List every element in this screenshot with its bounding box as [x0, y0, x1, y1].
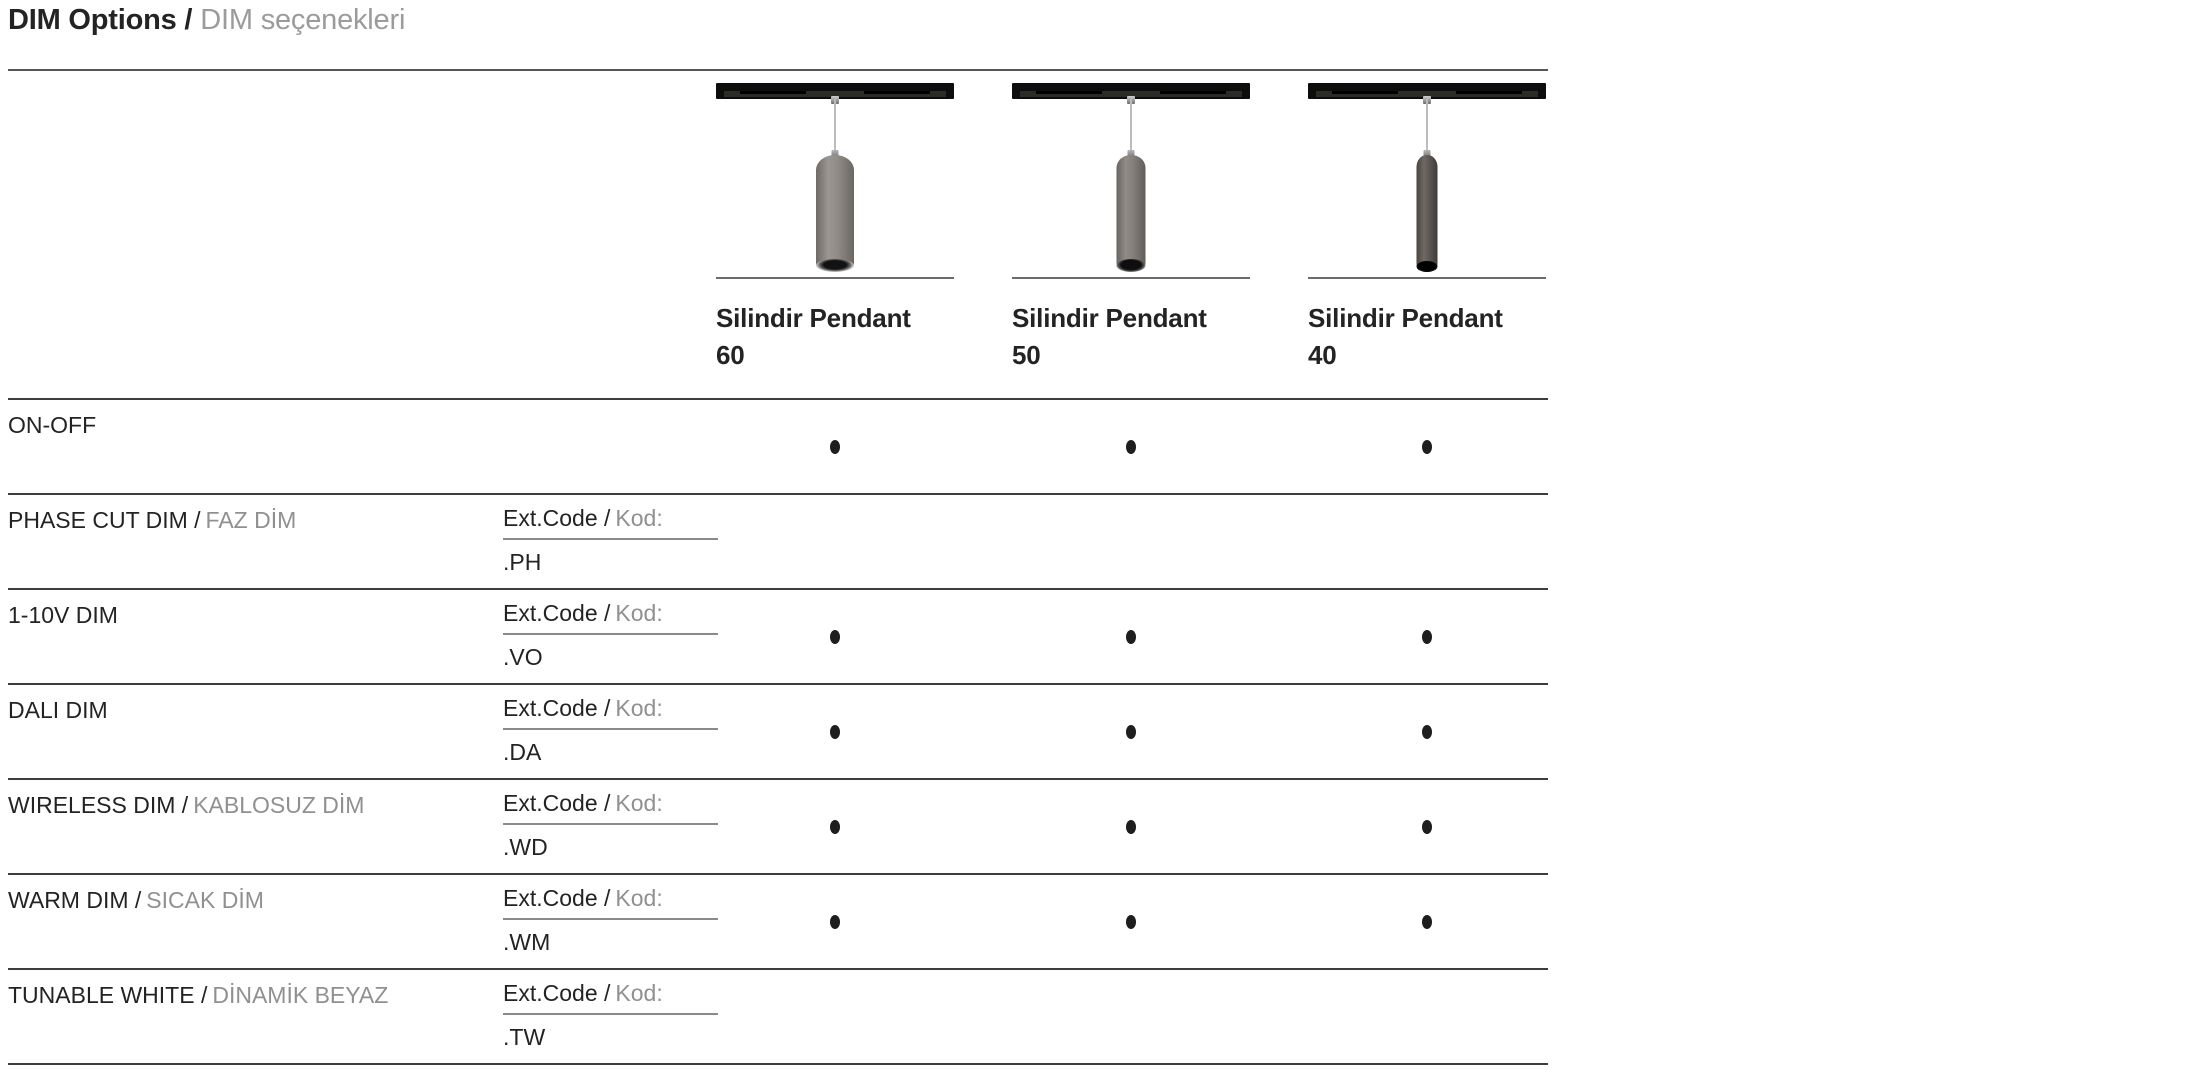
ext-code-heading-primary: Ext.Code / — [503, 980, 611, 1006]
availability-dot — [1126, 820, 1136, 834]
ext-code-heading-secondary: Kod: — [615, 790, 663, 816]
ext-code-block — [503, 885, 718, 956]
table-row — [8, 968, 1548, 1063]
row-label — [8, 792, 364, 819]
ext-code-value: .DA — [503, 739, 542, 765]
image-divider — [716, 277, 954, 279]
track-slot — [740, 91, 806, 94]
table-row — [8, 778, 1548, 873]
ext-code-heading-secondary: Kod: — [615, 505, 663, 531]
table-row — [8, 588, 1548, 683]
row-label — [8, 982, 388, 1009]
table-row — [8, 683, 1548, 778]
track-rail-icon — [1012, 83, 1250, 99]
row-label-primary: PHASE CUT DIM / — [8, 507, 201, 533]
row-label — [8, 507, 296, 534]
row-label-primary: WIRELESS DIM / — [8, 792, 189, 818]
ext-code-block — [503, 505, 718, 576]
pendant-cylinder-image — [816, 155, 854, 268]
ext-code-heading-primary: Ext.Code / — [503, 695, 611, 721]
track-slot — [1332, 91, 1398, 94]
ext-code-value: .WM — [503, 929, 551, 955]
product-name-line1: Silindir Pendant — [1012, 303, 1207, 333]
catalog-page — [8, 0, 1548, 1074]
ext-code-block — [503, 790, 718, 861]
ext-code-heading — [503, 885, 718, 920]
product-column-silindir-pendant-60 — [716, 83, 954, 373]
ext-code-value: .PH — [503, 549, 542, 575]
availability-dot — [1422, 915, 1432, 929]
table-row — [8, 873, 1548, 968]
row-label-secondary: FAZ DİM — [205, 507, 297, 533]
image-divider — [1308, 277, 1546, 279]
row-label-primary: DALI DIM — [8, 697, 108, 723]
ext-code-block — [503, 600, 718, 671]
product-name-line1: Silindir Pendant — [1308, 303, 1503, 333]
availability-dot — [830, 820, 840, 834]
row-label-secondary: KABLOSUZ DİM — [193, 792, 365, 818]
track-rail-icon — [1308, 83, 1546, 99]
product-name-line2: 40 — [1308, 340, 1337, 370]
page-title-secondary: DIM seçenekleri — [200, 4, 406, 36]
suspension-wire — [1426, 99, 1428, 156]
row-label — [8, 412, 101, 439]
row-label — [8, 602, 123, 629]
pendant-rim — [816, 259, 854, 272]
product-name — [1012, 300, 1207, 374]
ext-code-heading — [503, 790, 718, 825]
track-slot — [1036, 91, 1102, 94]
track-rail-icon — [716, 83, 954, 99]
product-column-silindir-pendant-50 — [1012, 83, 1250, 373]
availability-dot — [1422, 725, 1432, 739]
row-label-primary: 1-10V DIM — [8, 602, 118, 628]
track-slot — [1160, 91, 1226, 94]
ext-code-block — [503, 980, 718, 1051]
ext-code-heading — [503, 505, 718, 540]
row-label-primary: ON-OFF — [8, 412, 97, 438]
image-divider — [1012, 277, 1250, 279]
track-slot — [864, 91, 930, 94]
track-slot — [1456, 91, 1522, 94]
suspension-wire — [1130, 99, 1132, 156]
table-row — [8, 493, 1548, 588]
ext-code-heading-primary: Ext.Code / — [503, 505, 611, 531]
table-row — [8, 398, 1548, 493]
availability-dot — [1126, 440, 1136, 454]
ext-code-heading-secondary: Kod: — [615, 885, 663, 911]
availability-dot — [830, 915, 840, 929]
product-name-line2: 60 — [716, 340, 745, 370]
product-name-line1: Silindir Pendant — [716, 303, 911, 333]
row-label-secondary: DİNAMİK BEYAZ — [212, 982, 389, 1008]
ext-code-heading-primary: Ext.Code / — [503, 885, 611, 911]
availability-dot — [830, 630, 840, 644]
suspension-wire — [834, 99, 836, 156]
ext-code-heading-secondary: Kod: — [615, 980, 663, 1006]
product-name-line2: 50 — [1012, 340, 1041, 370]
ext-code-heading-secondary: Kod: — [615, 695, 663, 721]
ext-code-heading — [503, 980, 718, 1015]
dim-options-table — [8, 398, 1548, 1065]
product-column-silindir-pendant-40 — [1308, 83, 1546, 373]
ext-code-heading-primary: Ext.Code / — [503, 600, 611, 626]
row-label — [8, 887, 264, 914]
product-name — [716, 300, 911, 374]
product-name — [1308, 300, 1503, 374]
availability-dot — [830, 440, 840, 454]
availability-dot — [1422, 630, 1432, 644]
ext-code-value: .WD — [503, 834, 548, 860]
pendant-cylinder-image — [1117, 155, 1146, 268]
availability-dot — [1126, 630, 1136, 644]
title-divider — [8, 69, 1548, 71]
availability-dot — [1126, 725, 1136, 739]
row-label — [8, 697, 113, 724]
page-title-primary: DIM Options / — [8, 4, 193, 36]
row-label-primary: WARM DIM / — [8, 887, 142, 913]
ext-code-block — [503, 695, 718, 766]
page-title — [8, 4, 405, 37]
row-label-secondary: SICAK DİM — [146, 887, 264, 913]
pendant-cylinder-image — [1417, 155, 1438, 268]
ext-code-value: .VO — [503, 644, 543, 670]
ext-code-heading — [503, 600, 718, 635]
availability-dot — [1422, 440, 1432, 454]
availability-dot — [1126, 915, 1136, 929]
pendant-rim — [1117, 259, 1146, 272]
ext-code-heading-primary: Ext.Code / — [503, 790, 611, 816]
ext-code-heading — [503, 695, 718, 730]
pendant-rim — [1417, 261, 1438, 272]
row-label-primary: TUNABLE WHITE / — [8, 982, 208, 1008]
ext-code-value: .TW — [503, 1024, 546, 1050]
availability-dot — [1422, 820, 1432, 834]
availability-dot — [830, 725, 840, 739]
ext-code-heading-secondary: Kod: — [615, 600, 663, 626]
